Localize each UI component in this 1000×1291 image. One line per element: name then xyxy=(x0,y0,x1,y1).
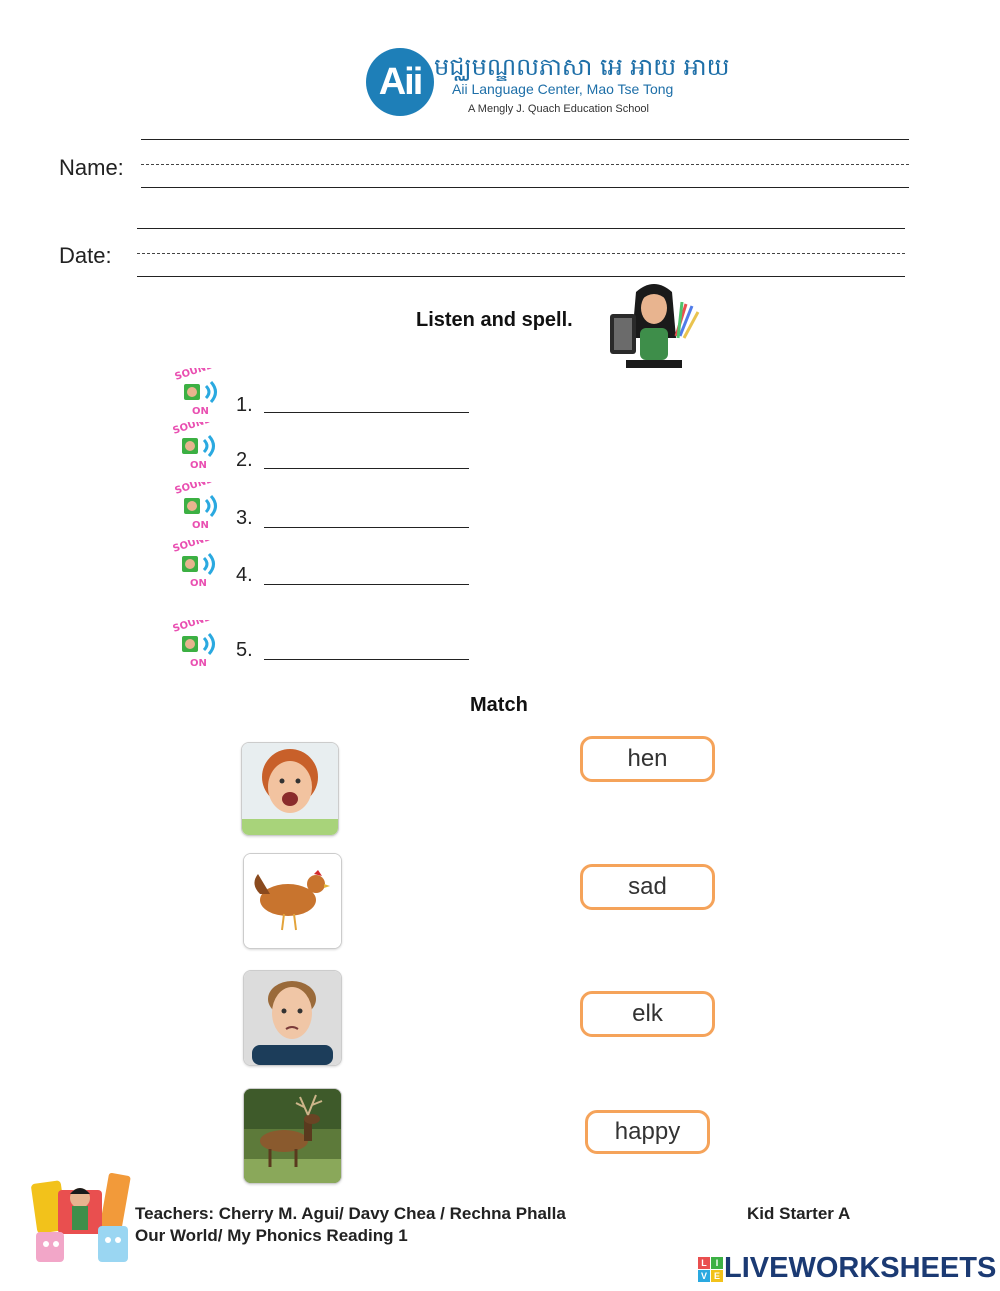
item-number-5: 5. xyxy=(236,639,253,661)
answer-blank-4[interactable] xyxy=(264,584,469,585)
name-label: Name: xyxy=(59,155,124,180)
name-bottom-line xyxy=(141,187,909,188)
sound-button-5[interactable] xyxy=(168,620,226,673)
svg-text:SOUND: SOUND xyxy=(171,540,214,555)
speaker-sound-icon xyxy=(168,422,226,470)
brand-box-e: E xyxy=(711,1270,723,1282)
logo-mark: Aii xyxy=(378,60,422,103)
sad-boy-photo-icon xyxy=(244,971,341,1065)
answer-blank-3[interactable] xyxy=(264,527,469,528)
picture-happy-boy[interactable] xyxy=(241,742,339,836)
sound-button-2[interactable] xyxy=(168,422,226,475)
elk-photo-icon xyxy=(244,1089,341,1183)
happy-boy-photo-icon xyxy=(242,743,338,835)
name-input-line[interactable] xyxy=(141,164,909,165)
brand-box-i: I xyxy=(711,1257,723,1269)
listen-spell-title: Listen and spell. xyxy=(416,309,573,331)
word-box-sad[interactable]: sad xyxy=(580,864,715,910)
svg-text:SOUND: SOUND xyxy=(173,368,216,383)
brand-box-l: L xyxy=(698,1257,710,1269)
answer-blank-5[interactable] xyxy=(264,659,469,660)
svg-text:ON: ON xyxy=(190,578,207,588)
brand-box-v: V xyxy=(698,1270,710,1282)
match-title: Match xyxy=(470,694,528,716)
picture-sad-boy[interactable] xyxy=(243,970,342,1066)
word-box-elk[interactable]: elk xyxy=(580,991,715,1037)
item-number-1: 1. xyxy=(236,394,253,416)
speaker-sound-icon xyxy=(170,482,228,530)
svg-text:SOUND: SOUND xyxy=(171,422,214,437)
svg-text:ON: ON xyxy=(190,460,207,470)
answer-blank-1[interactable] xyxy=(264,412,469,413)
footer-book: Our World/ My Phonics Reading 1 xyxy=(135,1226,408,1245)
hen-photo-icon xyxy=(244,854,341,948)
svg-text:SOUND: SOUND xyxy=(171,620,214,635)
school-name-english: Aii Language Center, Mao Tse Tong xyxy=(452,81,674,97)
sound-button-1[interactable] xyxy=(170,368,228,421)
footer-level: Kid Starter A xyxy=(747,1204,851,1223)
speaker-sound-icon xyxy=(168,620,226,668)
school-tagline: A Mengly J. Quach Education School xyxy=(468,103,649,115)
picture-elk[interactable] xyxy=(243,1088,342,1184)
date-label: Date: xyxy=(59,243,112,268)
date-input-line[interactable] xyxy=(137,253,905,254)
teacher-avatar-icon xyxy=(606,278,702,368)
answer-blank-2[interactable] xyxy=(264,468,469,469)
school-name-khmer: មជ្ឈមណ្ឌលភាសា អេ អាយ អាយ xyxy=(434,53,730,81)
item-number-2: 2. xyxy=(236,449,253,471)
word-box-hen[interactable]: hen xyxy=(580,736,715,782)
date-top-line xyxy=(137,228,905,229)
svg-text:ON: ON xyxy=(190,658,207,668)
date-bottom-line xyxy=(137,276,905,277)
school-supplies-mascot-icon xyxy=(28,1170,136,1270)
school-logo xyxy=(366,48,434,116)
item-number-3: 3. xyxy=(236,507,253,529)
word-box-happy[interactable]: happy xyxy=(585,1110,710,1154)
speaker-sound-icon xyxy=(170,368,228,416)
picture-hen[interactable] xyxy=(243,853,342,949)
svg-text:SOUND: SOUND xyxy=(173,482,216,497)
svg-text:ON: ON xyxy=(192,406,209,416)
footer-teachers: Teachers: Cherry M. Agui/ Davy Chea / Rechna Phalla xyxy=(135,1204,566,1223)
liveworksheets-logo-icon xyxy=(698,1257,722,1281)
speaker-sound-icon xyxy=(168,540,226,588)
sound-button-4[interactable] xyxy=(168,540,226,593)
svg-text:ON: ON xyxy=(192,520,209,530)
liveworksheets-brand[interactable]: LIVEWORKSHEETS xyxy=(724,1252,997,1284)
item-number-4: 4. xyxy=(236,564,253,586)
name-top-line xyxy=(141,139,909,140)
sound-button-3[interactable] xyxy=(170,482,228,535)
